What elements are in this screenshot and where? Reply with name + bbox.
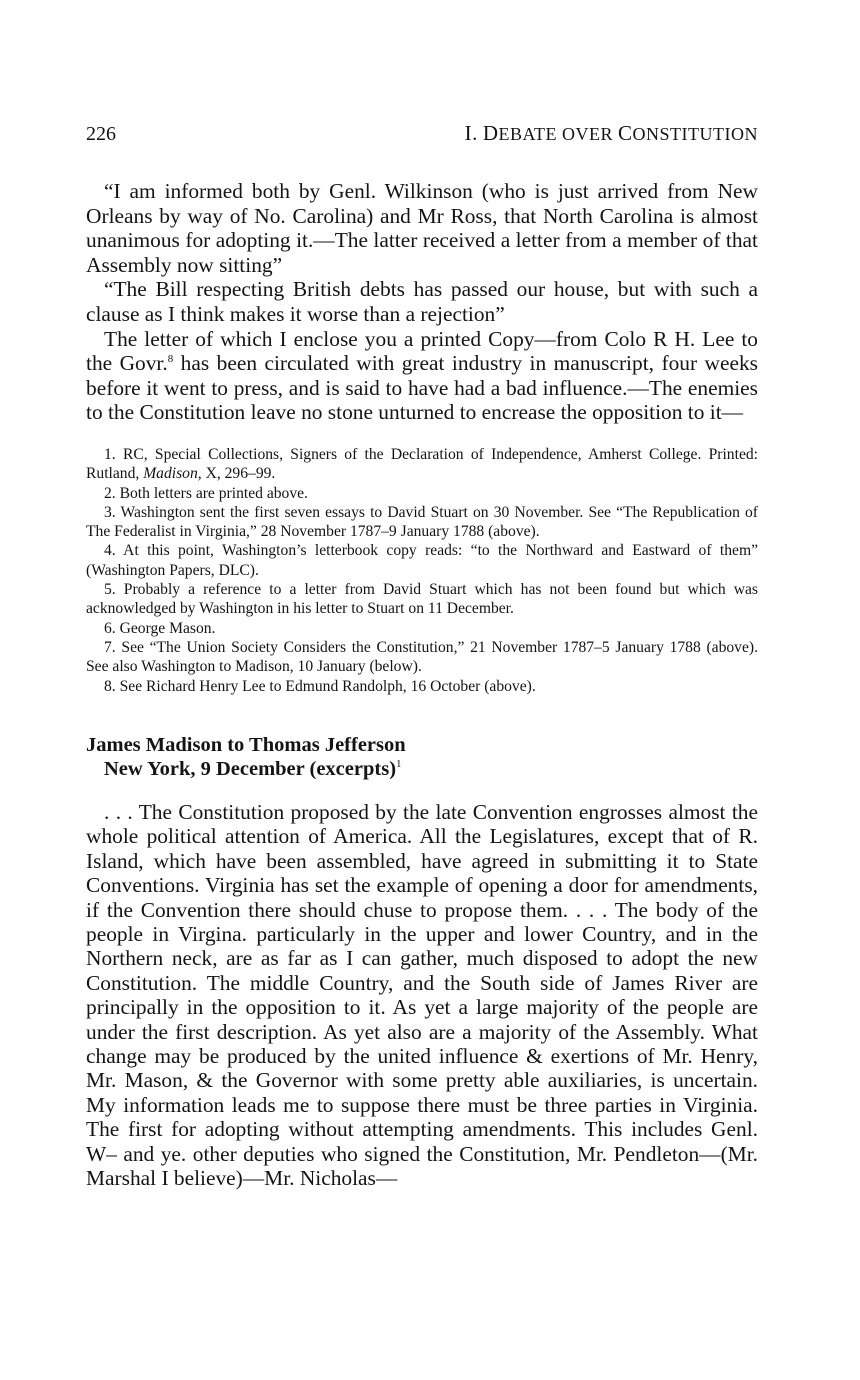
running-title-rest-3: ONSTITUTION bbox=[632, 124, 758, 144]
book-page bbox=[86, 118, 758, 1190]
footnote-5: 5. Probably a reference to a letter from David Stuart which has not been found but which was acknowledged by Washington in his letter to Stuart on 11 December. bbox=[86, 581, 758, 618]
running-title bbox=[465, 118, 758, 149]
footnote-3: 3. Washington sent the first seven essays to David Stuart on 30 November. See “The Republication of The Federalist in Virginia,” 28 November 1787–9 January 1788 (above). bbox=[86, 503, 758, 541]
enclose-text-after: has been circulated with great industry in manuscript, four weeks before it went to press, and is said to have had a bad influence.—The enemies to the Constitution leave no stone unturned to encrease the opposition to it— bbox=[86, 351, 758, 425]
footnote-1 bbox=[86, 445, 758, 484]
footnote-8: 8. See Richard Henry Lee to Edmund Randolph, 16 October (above). bbox=[104, 677, 536, 695]
footnote-1-italic: Madison, bbox=[143, 465, 202, 483]
footnote-7: 7. See “The Union Society Considers the Constitution,” 21 November 1787–5 January 1788 (above). See also Washington to Madison, 10 January (below). bbox=[86, 638, 758, 676]
document-subtitle-text: New York, 9 December (excerpts) bbox=[104, 758, 397, 781]
footnote-ref-8: 8 bbox=[167, 353, 174, 366]
quote-paragraph-2: “The Bill respecting British debts has passed our house, but with such a clause as I think makes it worse than a rejection” bbox=[86, 277, 758, 326]
document-title: James Madison to Thomas Jefferson bbox=[86, 733, 406, 756]
document-subtitle bbox=[86, 757, 758, 782]
document-footnote-ref: 1 bbox=[396, 758, 402, 771]
document-paragraph: . . . The Constitution proposed by the late Convention engrosses almost the whole political attention of America. All the Legislatures, except that of R. Island, which have been assembled, have agreed in submitting it to State Conventions. Virginia has set the example of opening a door for amendments, if the Convention there should chuse to propose them. . . . The body of the people in Virgina. particularly in the upper and lower Country, and in the Northern neck, are as far as I can gather, much disposed to adopt the new Constitution. The middle Country, and the South side of James River are principally in the opposition to it. As yet a large majority of the people are under the first description. As yet also are a majority of the Assembly. What change may be produced by the united influence & exertions of Mr. Henry, Mr. Mason, & the Governor with some pretty able auxiliaries, is uncertain. My information leads me to suppose there must be three parties in Virginia. The first for adopting without attempting amendments. This includes Genl. W– and ye. other deputies who signed the Constitution, Mr. Pendleton—(Mr. Marshal I believe)—Mr. Nicholas— bbox=[86, 799, 758, 1191]
footnote-2: 2. Both letters are printed above. bbox=[104, 484, 308, 502]
footnote-1-before: 1. RC, Special Collections, Signers of the Declaration of Independence, Amherst College. Printed: Rutland, bbox=[86, 445, 758, 483]
running-title-roman: I. bbox=[464, 121, 478, 145]
page-number: 226 bbox=[86, 123, 116, 145]
footnote-6: 6. George Mason. bbox=[104, 619, 216, 637]
enclose-text-before: The letter of which I enclose you a printed Copy—from Colo R H. Lee to the Govr. bbox=[86, 326, 758, 376]
quote-paragraph-1: “I am informed both by Genl. Wilkinson (who is just arrived from New Orleans by way of No. Carolina) and Mr Ross, that North Carolina is almost unanimous for adopting it.—The latter received a letter from a member of that Assembly now sitting” bbox=[86, 179, 758, 277]
running-title-rest-1: EBATE bbox=[498, 124, 557, 144]
running-title-rest-2: OVER bbox=[562, 124, 613, 144]
document-body bbox=[86, 800, 758, 1191]
running-title-cap-1: D bbox=[482, 121, 499, 145]
footnote-4: 4. At this point, Washington’s letterbook copy reads: “to the Northward and Eastward of them” (Washington Papers, DLC). bbox=[86, 542, 758, 579]
footnotes bbox=[86, 445, 758, 696]
enclose-paragraph bbox=[86, 327, 758, 425]
running-title-cap-3: C bbox=[618, 121, 633, 145]
running-head bbox=[86, 118, 758, 149]
footnote-1-after: X, 296–99. bbox=[201, 465, 276, 483]
